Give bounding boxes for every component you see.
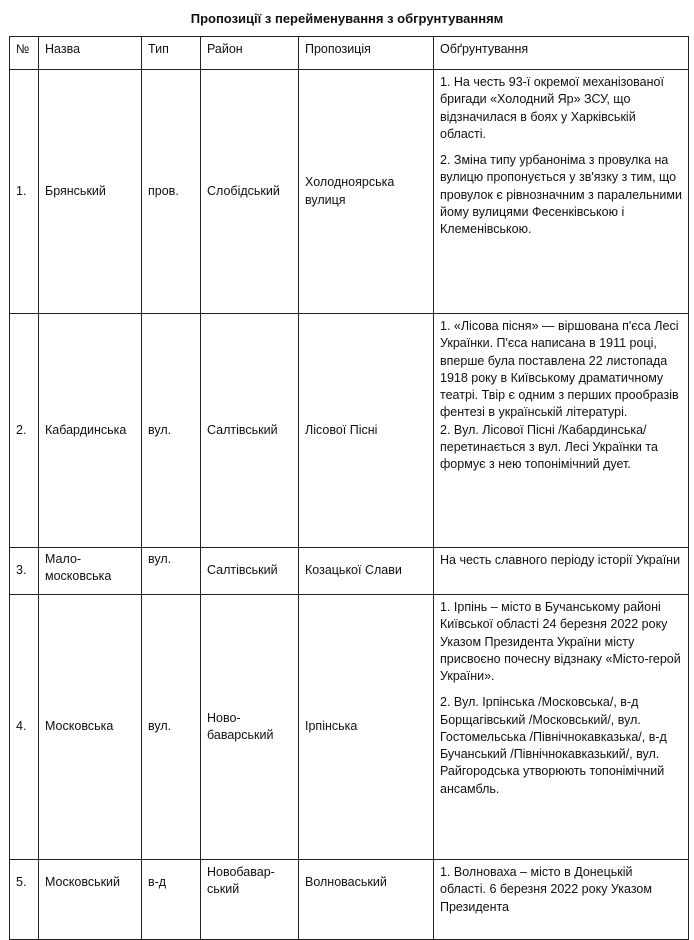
row-proposal: Козацької Слави [299,548,434,595]
header-num: № [10,37,39,70]
row-proposal: Лісової Пісні [299,314,434,548]
header-name: Назва [39,37,142,70]
row-district: Салтівський [201,548,299,595]
justification-paragraph: 1. Ірпінь – місто в Бучанському районі Київської області 24 березня 2022 року Указом Президента України місту присвоєно почесну відзнаку «Місто-герой України». [440,600,681,683]
row-num: 2. [10,314,39,548]
row-name: Московська [39,595,142,860]
row-proposal: Холодноярська вулиця [299,70,434,314]
header-justification: Обґрунтування [434,37,689,70]
row-num: 4. [10,595,39,860]
justification-paragraph: 1. «Лісова пісня» — віршована п'єса Лесі Українки. П'єса написана в 1911 році, вперше була поставлена 22 листопада 1918 року в Київському драматичному театрі. Твір є одним з перших прообразів фентезі в українській літературі. [440,319,679,420]
justification-paragraph: 2. Вул. Лісової Пісні /Кабардинська/ перетинається з вул. Лесі Українки та формує з нею топонімічний дует. [440,422,658,471]
row-num: 5. [10,860,39,940]
row-name: Кабардинська [39,314,142,548]
row-district: Новобавар-ський [201,860,299,940]
row-justification [434,70,689,314]
document-title: Пропозиції з перейменування з обгрунтуванням [190,11,504,26]
justification-paragraph: На честь славного періоду історії України [440,553,681,567]
header-type: Тип [142,37,201,70]
row-name: Брянський [39,70,142,314]
row-name: Мало-московська [39,548,142,595]
row-district: Салтівський [201,314,299,548]
row-type: вул. [142,595,201,860]
row-type: пров. [142,70,201,314]
row-justification [434,548,689,595]
row-district: Ново-баварський [201,595,299,860]
row-proposal: Ірпінська [299,595,434,860]
row-justification [434,595,689,860]
table-header-row [10,37,689,70]
row-district: Слобідський [201,70,299,314]
justification-paragraph: 1. На честь 93-ї окремої механізованої бригади «Холодний Яр» ЗСУ, що відзначилася в боях у Харківській області. [440,75,664,141]
justification-paragraph: 2. Вул. Ірпінська /Московська/, в-д Борщагівський /Московський/, вул. Гостомельська /Північнокавказька/, в-д Бучанський /Північнокавказький/, вул. Райгородська утворюють топонімічний ансамбль. [440,695,667,796]
row-justification [434,314,689,548]
justification-paragraph: 2. Зміна типу урбаноніма з провулка на вулицю пропонується у зв'язку з тим, що провулок є рівнозначним з паралельними йому вулицями Фесенківською і Клеменівською. [440,153,682,236]
justification-paragraph: 1. Волноваха – місто в Донецькій області. 6 березня 2022 року Указом Президента [440,865,652,914]
table-row [10,595,689,860]
row-proposal: Волноваський [299,860,434,940]
table-row [10,70,689,314]
table-row [10,314,689,548]
row-name: Московський [39,860,142,940]
header-proposal: Пропозиція [299,37,434,70]
header-district: Район [201,37,299,70]
row-num: 3. [10,548,39,595]
row-type: в-д [142,860,201,940]
row-type: вул. [142,314,201,548]
table-row [10,548,689,595]
row-type: вул. [142,548,201,595]
row-num: 1. [10,70,39,314]
renaming-table [9,36,689,940]
